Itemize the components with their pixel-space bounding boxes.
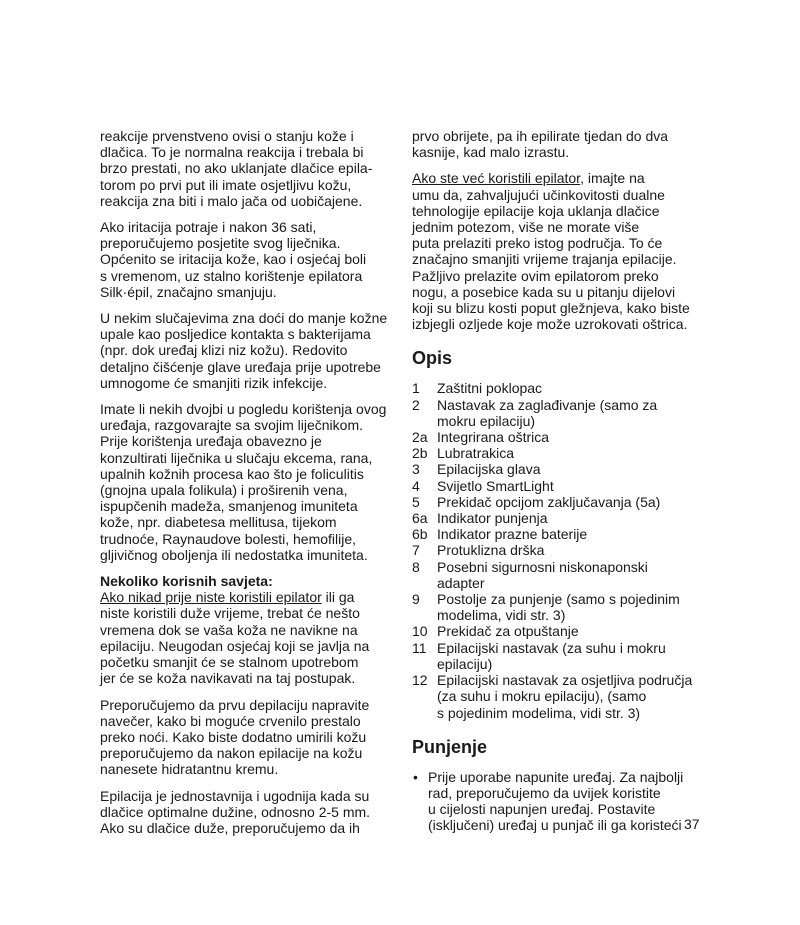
text-line: (isključeni) uređaj u punjač ili ga koristeći (428, 817, 682, 834)
opis-item-number: 12 (412, 672, 428, 689)
text-line: vremena dok se vaša koža ne navikne na (100, 621, 358, 638)
paragraph-inflammation (100, 310, 390, 391)
paragraph-doctor-advice (100, 401, 390, 563)
text-line: preko noći. Kako biste dodatno umirili kožu (100, 728, 367, 745)
opis-item-number: 2b (412, 445, 428, 462)
text-line: koji su blizu kosti poput gležnjeva, kako biste (412, 300, 690, 317)
text-line: kože, npr. diabetesa mellitusa, tijekom (100, 514, 337, 531)
opis-item-text: modelima, vidi str. 3) (437, 607, 566, 624)
text-line: prvo obrijete, pa ih epilirate tjedan do dva (412, 128, 669, 144)
text-line: kasnije, kad malo izrastu. (412, 144, 570, 161)
text-line: tehnologije epilacije koja uklanja dlačice (412, 202, 660, 219)
text-line: (gnojna upala folikula) i proširenih vena, (100, 482, 348, 499)
opis-item-text: Indikator prazne baterije (437, 526, 588, 543)
opis-item-text: Posebni sigurnosni niskonaponski (437, 558, 648, 575)
text-line: umnogome će smanjiti rizik infekcije. (100, 374, 328, 391)
opis-list-item (412, 380, 704, 396)
text-line: Prije korištenja uređaja obavezno je (100, 433, 322, 450)
opis-item-number: 1 (412, 380, 420, 397)
text-line: upale kao posljedice kontakta s bakterijama (100, 326, 371, 343)
text-line: ispupčenih madeža, smanjenog imuniteta (100, 498, 358, 515)
text-line: s vremenom, uz stalno korištenje epilatora (100, 267, 363, 284)
text-line: (npr. dok uređaj klizi niz kožu). Redovito (100, 342, 348, 359)
opis-list-item (412, 526, 704, 542)
opis-list-item (412, 559, 704, 591)
text-line: Općenito se iritacija kože, kao i osjećaj boli (100, 251, 367, 268)
text-line: U nekim slučajevima zna doći do manje kožne (100, 310, 388, 327)
opis-item-text: Prekidač za otpuštanje (437, 623, 579, 640)
opis-item-text: Epilacijski nastavak za osjetljiva područja (437, 672, 693, 689)
opis-list-item (412, 510, 704, 526)
opis-item-text: epilaciju) (437, 655, 493, 672)
opis-item-number: 8 (412, 558, 420, 575)
paragraph-evening (100, 697, 390, 778)
text-line: gljivičnog oboljenja ili nedostatka imuniteta. (100, 546, 368, 563)
opis-item-text: Lubratrakica (437, 445, 515, 462)
text-line: dlačica. To je normalna reakcija i trebala bi (100, 144, 364, 161)
opis-item-text: Prekidač opcijom zaključavanja (5a) (437, 493, 661, 510)
text-line: trudnoće, Raynaudove bolesti, hemofilije, (100, 530, 357, 547)
opis-item-number: 10 (412, 623, 428, 640)
text-line (412, 170, 704, 186)
text-line: niste koristili duže vrijeme, trebat će nešto (100, 605, 360, 622)
opis-item-number: 7 (412, 542, 420, 559)
paragraph-hair-length (100, 788, 390, 837)
opis-item-number: 11 (412, 639, 427, 656)
text-line: u cijelosti napunjen uređaj. Postavite (428, 801, 656, 818)
text-line: jednim potezom, više ne morate više (412, 219, 640, 236)
text-line: uređaja, razgovarajte sa svojim liječnikom. (100, 417, 363, 434)
text-line: preporučujemo posjetite svog liječnika. (100, 235, 341, 252)
text-line: epilaciju. Neugodan osjećaj koji se javlja na (100, 637, 370, 654)
right-column (412, 128, 704, 834)
opis-item-number: 2a (412, 429, 428, 446)
text-line: Preporučujemo da prvu depilaciju napravite (100, 696, 370, 713)
opis-item-text: Integrirana oštrica (437, 429, 550, 446)
text-line: reakcija zna biti i malo jača od uobičajene. (100, 192, 363, 209)
opis-item-number: 4 (412, 477, 420, 494)
opis-item-text: Epilacijska glava (437, 461, 541, 478)
punjenje-bullet-item (412, 769, 704, 834)
opis-list-item (412, 591, 704, 623)
opis-list-item (412, 542, 704, 558)
opis-item-text: adapter (437, 574, 485, 591)
opis-item-number: 9 (412, 591, 420, 608)
opis-item-number: 6a (412, 510, 428, 527)
opis-item-text: Protuklizna drška (437, 542, 545, 559)
opis-item-number: 6b (412, 526, 428, 543)
opis-item-text: mokru epilaciju) (437, 412, 536, 429)
text-line: konzultirati liječnika u slučaju ekcema, rana, (100, 449, 373, 466)
text-fragment: , imajte na (580, 170, 645, 187)
text-line: nanesete hidratantnu kremu. (100, 761, 279, 778)
text-line: puta prelaziti preko istog područja. To će (412, 235, 663, 252)
opis-item-text: (za suhu i mokru epilaciju), (samo (437, 688, 647, 705)
text-line: upalnih kožnih procesa kao što je foliculitis (100, 465, 364, 482)
text-line: Silk·épil, značajno smanjuju. (100, 283, 277, 300)
punjenje-heading: Punjenje (412, 736, 488, 757)
opis-item-number: 5 (412, 493, 420, 510)
opis-item-text: s pojedinim modelima, vidi str. 3) (437, 704, 641, 721)
opis-list-item (412, 461, 704, 477)
page-number: 37 (684, 816, 700, 832)
opis-list-item (412, 494, 704, 510)
opis-item-number: 3 (412, 461, 420, 478)
text-line: početku smanjit će se stalnom upotrebom (100, 654, 359, 671)
opis-item-text: Postolje za punjenje (samo s pojedinim (437, 591, 680, 608)
paragraph-shave-first (412, 128, 704, 160)
underlined-phrase: Ako ste već koristili epilator (412, 170, 581, 187)
paragraph-experienced (412, 170, 704, 332)
opis-item-text: Nastavak za zaglađivanje (samo za (437, 396, 658, 413)
text-fragment: ili ga (321, 589, 355, 606)
underlined-phrase: Ako nikad prije niste koristili epilator (100, 589, 322, 606)
text-line: umu da, zahvaljujući učinkovitosti dualne (412, 186, 665, 203)
opis-list-item (412, 640, 704, 672)
text-line: brzo prestati, no ako uklanjate dlačice epila- (100, 160, 373, 177)
tips-heading: Nekoliko korisnih savjeta: (100, 573, 273, 590)
left-column (100, 128, 390, 846)
text-line: preporučujemo da nakon epilacije na kožu (100, 745, 363, 762)
opis-list-item (412, 429, 704, 445)
opis-heading: Opis (412, 348, 453, 369)
text-line: navečer, kako bi moguće crvenilo prestalo (100, 712, 361, 729)
opis-list-item (412, 672, 704, 721)
opis-list-item (412, 478, 704, 494)
bullet-icon: • (413, 768, 418, 785)
text-line: Ako iritacija potraje i nakon 36 sati, (100, 219, 317, 236)
opis-item-text: Svijetlo SmartLight (437, 477, 554, 494)
opis-item-text: Zaštitni poklopac (437, 380, 543, 397)
opis-list-item (412, 397, 704, 429)
text-line: jer će se koža navikavati na taj postupak. (100, 670, 356, 687)
text-line: detaljno čišćenje glave uređaja prije upotrebe (100, 358, 381, 375)
text-line: rad, preporučujemo da uvijek koristite (428, 784, 661, 801)
paragraph-tips (100, 573, 390, 686)
text-line (100, 589, 390, 605)
opis-item-number: 2 (412, 396, 420, 413)
text-line: značajno smanjiti vrijeme trajanja epilacije. (412, 251, 677, 268)
text-line: Ako su dlačice duže, preporučujemo da ih (100, 819, 360, 836)
paragraph-skin-reaction (100, 128, 390, 209)
text-line: torom po prvi put ili imate osjetljivu kožu, (100, 176, 352, 193)
text-line: nogu, a posebice kada su u pitanju dijelovi (412, 283, 676, 300)
paragraph-irritation (100, 219, 390, 300)
opis-list (412, 380, 704, 720)
opis-list-item (412, 445, 704, 461)
text-line: dlačice optimalne dužine, odnosno 2-5 mm. (100, 803, 371, 820)
text-line: izbjegli ozljede koje može uzrokovati oštrica. (412, 316, 688, 333)
text-line: reakcije prvenstveno ovisi o stanju kože i (100, 128, 354, 144)
text-line: Epilacija je jednostavnija i ugodnija kada su (100, 787, 370, 804)
text-line: Pažljivo prelazite ovim epilatorom preko (412, 267, 659, 284)
text-line: Imate li nekih dvojbi u pogledu korištenja ovog (100, 401, 387, 418)
opis-item-text: Epilacijski nastavak (za suhu i mokru (437, 639, 666, 656)
opis-item-text: Indikator punjenja (437, 510, 548, 527)
text-line: Prije uporabe napunite uređaj. Za najbolji (428, 768, 684, 785)
opis-list-item (412, 623, 704, 639)
